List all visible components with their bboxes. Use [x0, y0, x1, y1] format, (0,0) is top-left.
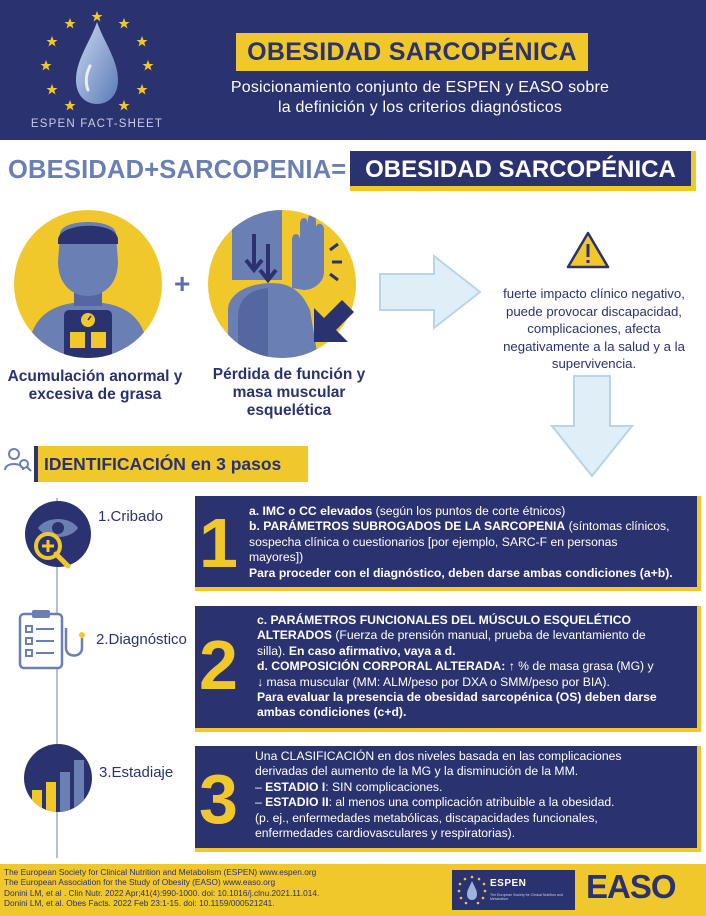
step-3-line-1: Una CLASIFICACIÓN en dos niveles basada en las complicaciones [255, 749, 622, 763]
impact-line-3: complicaciones, afecta [527, 321, 661, 336]
step-3-line-4-bold: ESTADIO II [265, 795, 329, 810]
muscle-label-line-3: esquelética [246, 402, 332, 419]
step-2-line-2 [257, 628, 693, 643]
step-2-line-4-rest: % de masa grasa (MG) y [514, 659, 654, 674]
step-3-line-6: enfermedades cardiovasculares y respiratorias). [255, 826, 516, 841]
magnifier-eye-icon [24, 500, 96, 572]
footer-ref-easo: The European Association for the Study of Obesity (EASO) www.easo.org [4, 877, 276, 888]
step-1-line-1 [249, 504, 693, 519]
step-1-line-3: sospecha clínica o cuestionarios [por ejemplo, SARC-F en personas [249, 534, 618, 549]
step-2-line-7-bold: ambas condiciones (c+d). [257, 705, 407, 720]
step-2-box [195, 606, 701, 732]
fat-label-line-2: excesiva de grasa [28, 386, 162, 403]
step-label-estadiaje: 3.Estadiaje [99, 764, 174, 781]
step-label-cribado: 1.Cribado [98, 508, 164, 525]
identification-title-rest: en 3 pasos [185, 454, 282, 474]
muscle-label-line-1: Pérdida de función y [212, 366, 366, 383]
impact-line-2: puede provocar discapacidad, [506, 303, 682, 319]
arrow-right-icon [376, 252, 484, 332]
step-2-line-4 [257, 659, 693, 674]
step-1-line-1-rest: (según los puntos de corte étnicos) [372, 504, 566, 518]
step-number-1: 1 [199, 504, 238, 582]
impact-line-1: fuerte impacto clínico negativo, [503, 286, 685, 301]
step-1-line-5 [249, 566, 693, 581]
fat-accumulation-illustration [14, 210, 162, 358]
step-2-line-5: ↓ masa muscular (MM: ALM/peso por DXA o SMM/peso por BIA). [257, 674, 610, 689]
warning-icon [566, 230, 610, 270]
water-drop-stars-icon [34, 8, 160, 118]
step-3-line-3 [255, 780, 693, 795]
step-2-line-2-bold: ALTERADOS [257, 628, 332, 643]
equation-right: OBESIDAD SARCOPÉNICA [350, 151, 696, 191]
step-label-diagnostico: 2.Diagnóstico [96, 631, 187, 648]
step-number-2: 2 [199, 626, 238, 704]
header [0, 0, 706, 140]
step-3-line-5: (p. ej., enfermedades metabólicas, discapacidades funcionales, [255, 810, 598, 825]
espen-footer-logo [452, 870, 575, 910]
footer-ref-obes-facts: Donini LM, et al. Obes Facts. 2022 Feb 23:1-15. doi: 10.1159/000521241. [4, 898, 275, 909]
identification-title-main: IDENTIFICACIÓN [44, 454, 186, 474]
page-subtitle [190, 78, 650, 118]
step-3-line-3-bold: ESTADIO I [265, 779, 326, 794]
footer-ref-clin-nutr: Donini LM, et al . Clin Nutr. 2022 Apr;41(4):990-1000. doi: 10.1016/j.clnu.2021.11.014. [4, 887, 320, 898]
identification-title [34, 446, 308, 482]
step-1-box [195, 496, 701, 591]
espen-logo-subtext: The European Society for Clinical Nutrition and Metabolism [490, 893, 563, 901]
step-3-box [195, 746, 701, 852]
user-search-icon [3, 446, 33, 474]
step-1-line-2 [249, 519, 693, 534]
espen-logo-text: ESPEN [490, 878, 527, 889]
step-number-3: 3 [199, 760, 238, 838]
muscle-label-line-2: masa muscular [232, 384, 346, 401]
plus-sign: + [174, 268, 191, 299]
step-3-line-4 [255, 795, 693, 810]
page-title: OBESIDAD SARCOPÉNICA [236, 33, 588, 71]
impact-line-4: negativamente a la salud y a la [503, 338, 685, 354]
arrow-down-icon [548, 372, 636, 482]
footer [0, 864, 706, 916]
step-2-line-7 [257, 705, 693, 720]
footer-ref-espen: The European Society for Clinical Nutrition and Metabolism (ESPEN) www.espen.org [4, 867, 317, 877]
step-1-line-5-bold: Para proceder con el diagnóstico, deben darse ambas condiciones (a+b). [249, 565, 673, 580]
step-1-line-1-bold: a. IMC o CC elevados [249, 504, 373, 518]
step-2-line-4-bold: d. COMPOSICIÓN CORPORAL ALTERADA: ↑ [257, 659, 515, 674]
step-2-line-2-rest: (Fuerza de prensión manual, prueba de levantamiento de [331, 628, 646, 643]
impact-text [478, 285, 706, 373]
step-2-line-3-rest: silla). [257, 643, 286, 658]
step-3-text [255, 749, 693, 841]
subtitle-line-2: la definición y los criterios diagnósticos [277, 99, 563, 116]
step-3-line-3-dash: – [255, 779, 266, 794]
step-1-line-2-rest: (síntomas clínicos, [565, 519, 670, 534]
impact-line-5: supervivencia. [551, 356, 637, 371]
footer-references [4, 867, 444, 909]
subtitle-line-1: Posicionamiento conjunto de ESPEN y EASO sobre [230, 79, 610, 96]
equation-left: OBESIDAD+SARCOPENIA= [8, 156, 347, 184]
step-2-line-6 [257, 690, 693, 705]
fat-label [0, 368, 190, 404]
easo-logo-text: EASO [586, 868, 676, 905]
logo-caption: ESPEN FACT-SHEET [30, 118, 164, 130]
step-1-line-4: mayores]) [249, 550, 304, 565]
step-1-line-2-bold: b. PARÁMETROS SUBROGADOS DE LA SARCOPENIA [249, 519, 566, 534]
fat-label-line-1: Acumulación anormal y [7, 368, 183, 385]
step-3-line-4-rest: : al menos una complicación atribuible a la obesidad. [328, 795, 615, 810]
step-1-text [249, 504, 693, 581]
step-3-line-4-dash: – [255, 795, 266, 810]
espen-logo [22, 8, 172, 136]
muscle-loss-illustration [208, 210, 356, 358]
bar-chart-icon [24, 742, 96, 814]
step-2-line-1-bold: c. PARÁMETROS FUNCIONALES DEL MÚSCULO ESQUELÉTICO [257, 613, 631, 627]
step-2-text [257, 613, 693, 721]
easo-footer-logo [586, 868, 676, 906]
step-2-line-1 [257, 613, 693, 628]
muscle-label [194, 366, 384, 420]
step-3-line-2: derivadas del aumento de la MG y la disminución de la MM. [255, 764, 579, 779]
step-2-line-3-bold: En caso afirmativo, vaya a d. [285, 643, 456, 658]
step-2-line-3 [257, 644, 693, 659]
clipboard-stethoscope-icon [16, 608, 86, 672]
step-3-line-3-rest: : SIN complicaciones. [325, 779, 443, 794]
step-2-line-6-bold: Para evaluar la presencia de obesidad sarcopénica (OS) deben darse [257, 690, 657, 705]
espen-drop-icon [456, 874, 488, 906]
